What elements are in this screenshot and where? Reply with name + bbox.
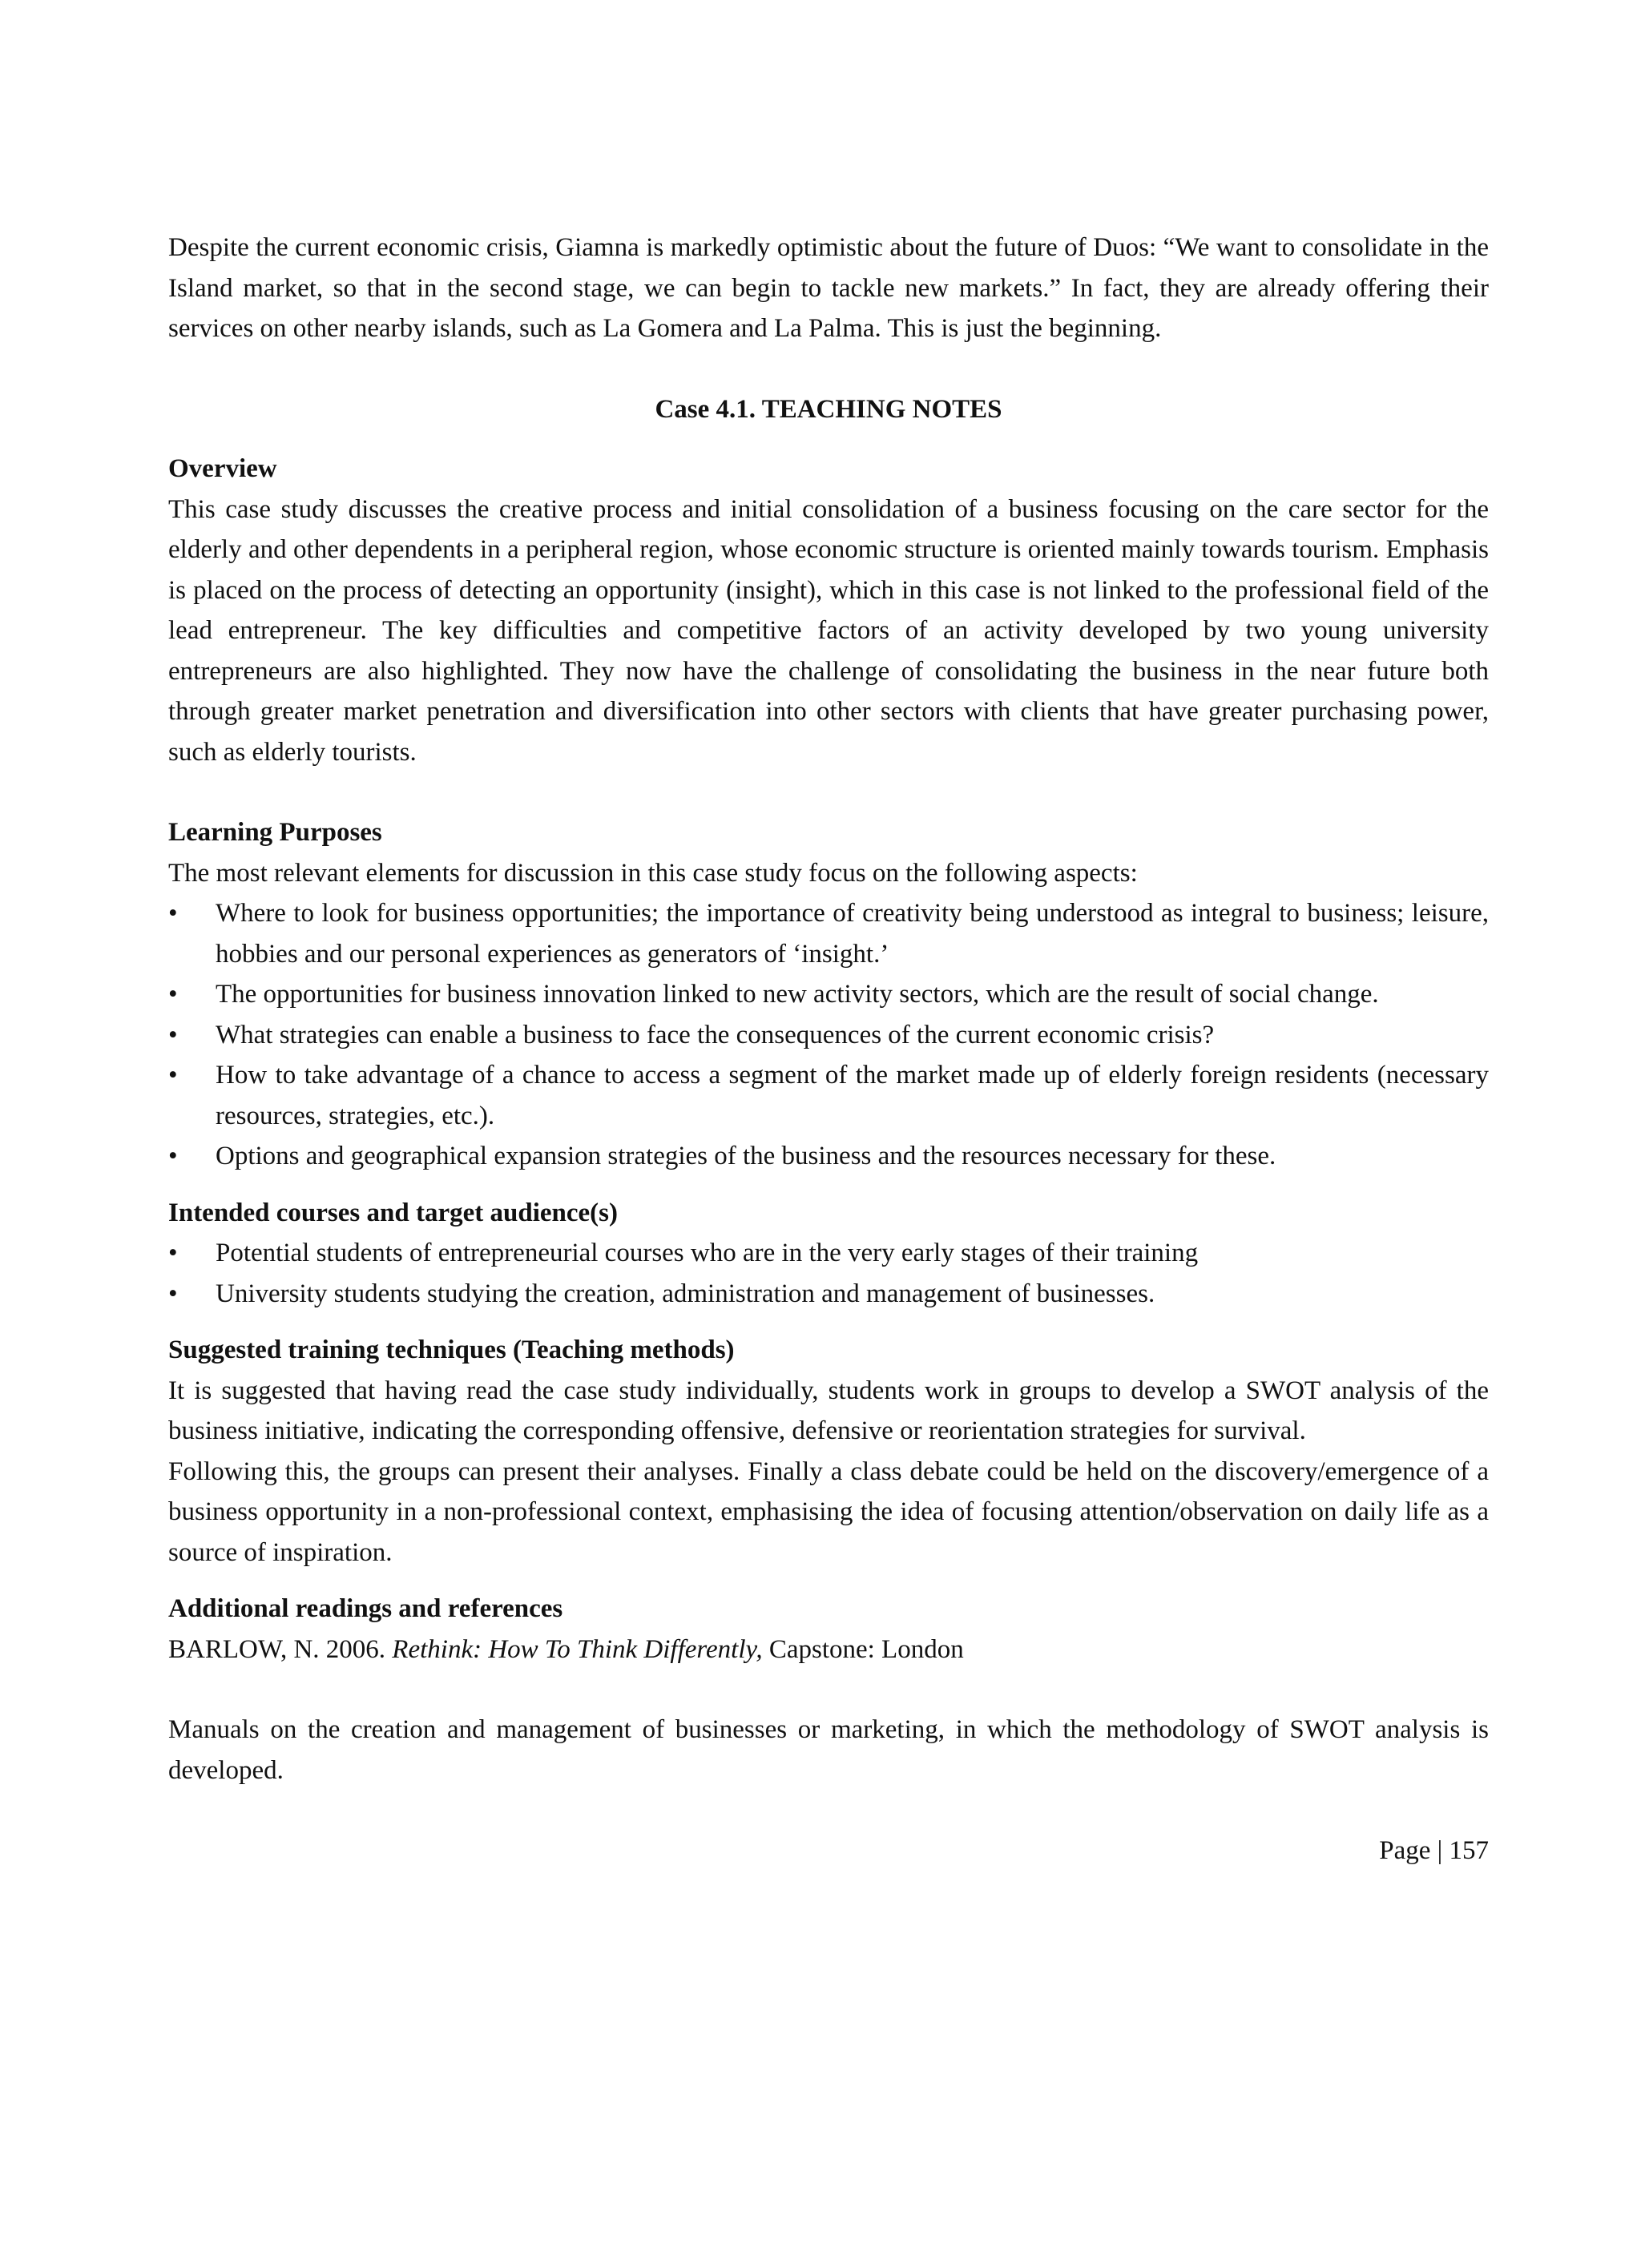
list-item: • Where to look for business opportunities; the importance of creativity being understood as integral to business; leisure, hobbies and our personal experiences as generators of ‘insight.’ (168, 893, 1489, 974)
overview-text: This case study discusses the creative process and initial consolidation of a business focusing on the care sector for the elderly and other dependents in a peripheral region, whose economic structure is oriented mainly towards tourism. Emphasis is placed on the process of detecting an opportunity (insight), which in this case is not linked to the professional field of the lead entrepreneur. The key difficulties and competitive factors of an activity developed by two young university entrepreneurs are also highlighted. They now have the challenge of consolidating the business in the near future both through greater market penetration and diversification into other sectors with clients that have greater purchasing power, such as elderly tourists. (168, 494, 1489, 767)
training-techniques-section (168, 1330, 1489, 1573)
readings-heading: Additional readings and references (168, 1594, 563, 1623)
training-techniques-paragraph-1: It is suggested that having read the case study individually, students work in groups to develop a SWOT analysis of the business initiative, indicating the corresponding offensive, defensive or reorientation strategies for survival. (168, 1376, 1489, 1445)
intended-courses-section (168, 1193, 1489, 1315)
intended-courses-heading: Intended courses and target audience(s) (168, 1198, 618, 1227)
learning-purposes-section (168, 812, 1489, 1177)
list-item: • The opportunities for business innovation linked to new activity sectors, which are the result of social change. (168, 974, 1489, 1015)
readings-section (168, 1589, 1489, 1791)
reference-entry (168, 1629, 1489, 1670)
list-item: • What strategies can enable a business to face the consequences of the current economic crisis? (168, 1015, 1489, 1056)
page-number: Page | 157 (1379, 1836, 1489, 1865)
overview-section (168, 449, 1489, 772)
learning-purposes-intro: The most relevant elements for discussion in this case study focus on the following aspects: (168, 858, 1138, 888)
list-item: • How to take advantage of a chance to access a segment of the market made up of elderly foreign residents (necessary resources, strategies, etc.). (168, 1055, 1489, 1136)
training-techniques-heading: Suggested training techniques (Teaching methods) (168, 1335, 735, 1364)
case-title: Case 4.1. TEACHING NOTES (655, 394, 1002, 424)
list-item: • Potential students of entrepreneurial courses who are in the very early stages of their training (168, 1233, 1489, 1274)
document-page (168, 228, 1489, 1871)
learning-purposes-list (168, 893, 1489, 1177)
overview-heading: Overview (168, 454, 277, 483)
reference-author: BARLOW, N. 2006. (168, 1634, 393, 1664)
list-item: • University students studying the creation, administration and management of businesses. (168, 1274, 1489, 1315)
manuals-note: Manuals on the creation and management of businesses or marketing, in which the methodology of SWOT analysis is developed. (168, 1715, 1489, 1785)
intro-paragraph: Despite the current economic crisis, Giamna is markedly optimistic about the future of Duos: “We want to consolidate in the Island market, so that in the second stage, we can begin to tackle new markets.” In fact, they are already offering their services on other nearby islands, such as La Gomera and La Palma. This is just the beginning. (168, 233, 1489, 343)
reference-title: Rethink: How To Think Differently, (392, 1634, 763, 1664)
training-techniques-paragraph-2: Following this, the groups can present their analyses. Finally a class debate could be held on the discovery/emergence of a business opportunity in a non-professional context, emphasising the idea of focusing attention/observation on daily life as a source of inspiration. (168, 1456, 1489, 1567)
reference-publisher: Capstone: London (762, 1634, 964, 1664)
intended-courses-list (168, 1233, 1489, 1314)
learning-purposes-heading: Learning Purposes (168, 818, 382, 847)
list-item: • Options and geographical expansion strategies of the business and the resources necessary for these. (168, 1136, 1489, 1177)
